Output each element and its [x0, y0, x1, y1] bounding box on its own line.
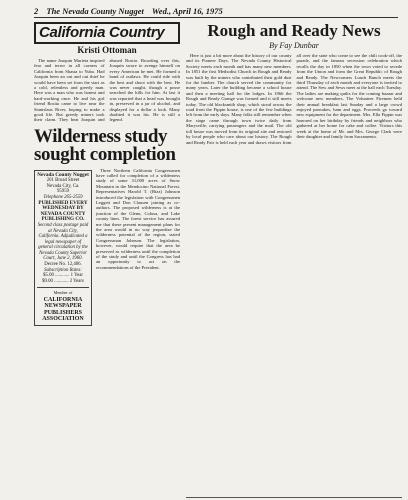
mailing-label: Nevada County Nugget — [37, 171, 89, 178]
member-box — [37, 287, 89, 323]
rate-line-1: $5.00 ............ 1 Year — [43, 273, 83, 279]
bottom-rule — [186, 497, 402, 498]
member-line-3: PUBLISHERS ASSOCIATION — [42, 309, 84, 323]
address-line-1: 201 Broad Street — [46, 178, 80, 184]
california-country-title: California Country — [39, 24, 165, 41]
published-line-3: NEVADA COUNTY — [40, 210, 86, 217]
rough-ready-text: Here is just a bit more about the history of our county and its Pioneer Days. The Nevada County Historical Society meets each month and has many new members. In 1851 the first Methodist Church in Rough and Ready was built by the miners who contributed their gold dust for the lumber. The church served the community for many years. Later the building became a school house and then a meeting hall for the lodges. In 1866 the Rough and Ready Grange was formed and it still meets today. The old blacksmith shop, which stood across the road from the Fippin house, is one of the few buildings left from the early days. Many folks still remember when the stage came through town twice daily from Marysville, carrying passengers and the mail. The old toll house was moved from its original site and restored by local people who care about our history. The Rough and Ready Fair is held each year and draws visitors from all over the state who come to see the chili cook-off, the parade, and the famous secession celebration which recalls the day in 1850 when the town voted to secede from the Union and form the Great Republic of Rough and Ready. The Newcomers Lunch Bunch meets the third Thursday of each month and everyone is invited to attend. The Sew and Sews meet at the hall each Tuesday. The ladies are making quilts for the coming bazaar and welcome new members. The Volunteer Firemen held their annual breakfast last Sunday and a large crowd enjoyed pancakes, ham and eggs. Proceeds go toward new equipment for the department. Mrs. Ella Fippin was honored on her birthday by friends and neighbors who gathered at her home for cake and coffee. Visitors this week at the home of Mr. and Mrs. George Clark were their daughter and family from Sacramento. — [186, 53, 402, 145]
postage-note: Second class postage paid at Nevada City, California. Adjudicated a legal newspaper of general circulation by the Nevada County Superior Court, June 2, 1960. — [37, 222, 89, 262]
feature-headline: Wilderness study sought completion — [34, 125, 176, 165]
zip-code: 95959 — [57, 189, 69, 195]
paper-name: The Nevada County Nugget — [46, 6, 144, 16]
feature-lower — [34, 168, 180, 326]
member-line-1: Member of — [53, 290, 73, 296]
feature-side-column — [34, 168, 92, 326]
left-column — [34, 20, 180, 496]
california-country-body — [34, 58, 180, 124]
issue-date: Wed., April 16, 1975 — [151, 6, 223, 16]
rough-ready-title: Rough and Ready News — [207, 21, 381, 40]
subscription-box — [34, 170, 92, 326]
header-rule — [34, 17, 398, 18]
page-number: 2 — [34, 6, 39, 16]
published-line-4: PUBLISHING CO. — [41, 216, 85, 223]
california-country-banner — [34, 22, 180, 44]
address-line-2: Nevada City, Ca. — [46, 183, 80, 189]
feature-body — [96, 168, 180, 326]
right-column — [186, 20, 402, 496]
phone-line: Telephone 265-2559 — [43, 194, 83, 200]
page-header — [34, 6, 229, 16]
published-line-1: PUBLISHED EVERY — [38, 199, 88, 206]
rates-label: Subscription Rates: — [44, 267, 82, 273]
published-line-2: WEDNESDAY BY — [42, 205, 84, 212]
decree-number: Decree No. 12,406. — [44, 262, 82, 268]
california-country-text: The name Joaquin Murieta inspired fear and terror in all corners of California from Shasta to Yuba. Had Joaquin been an out and out thief he would have been set from the start as a cold, relentless and greedy man. Here was a man who was honest and hard-working once. He and his girl friend Rosita came to live near the Stanislaus River, hoping to make a good life. But greedy miners took their claim. They beat Joaquin and abused Rosita. Brooding over this, Joaquin swore to avenge himself on every American he met. He formed a band of outlaws. He could ride with the best and shoot with the best. He was never caught, though a posse searched the hills for him. At last it was reported that a head was brought in, preserved in a jar of alcohol, and displayed for a dollar a look. Many doubted it was his. He is still a legend. — [34, 58, 180, 123]
rough-ready-author: By Fay Dunbar — [269, 41, 319, 50]
rough-ready-body — [186, 53, 402, 145]
california-country-author: Kristi Ottoman — [77, 45, 137, 55]
member-line-2: CALIFORNIA NEWSPAPER — [43, 296, 83, 310]
rate-line-2: $9.00 ............ 2 Years — [42, 278, 84, 284]
feature-text: Three Northern California Congressmen have called for completion of a wilderness study of some 31,000 acres of Snow Mountain in the Mendocino National Forest. Representatives Harold T. (Bizz) Johnson introduced the legislation with Congressmen Leggett and Don Clausen joining as co-authors. The proposed wilderness is at the junction of the Glenn, Colusa, and Lake county lines. The forest service has assured me that these present management plans for the area would in no way jeopardize the wilderness potential of the region, stated Congressman Johnson. The legislation, however, would require that the area be preserved as wilderness until the completion of the study and until the Congress has had an opportunity to act on the recommendations of the President. — [96, 167, 180, 270]
